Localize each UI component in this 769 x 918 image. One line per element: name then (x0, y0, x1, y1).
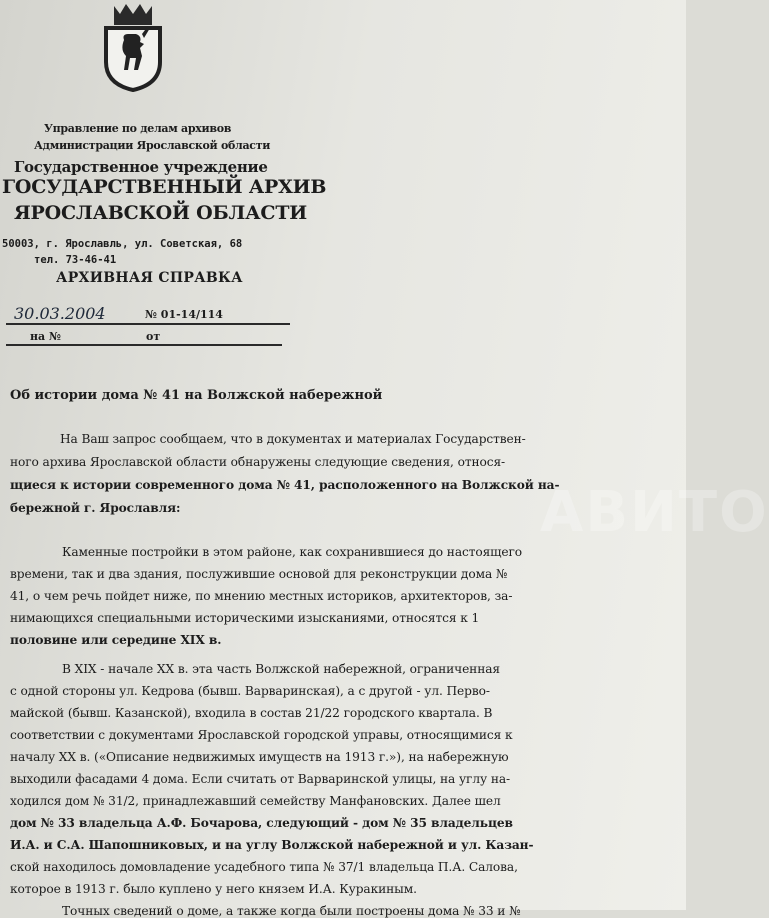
text-line: ного архива Ярославской области обнаружены следующие сведения, относя- (10, 455, 506, 469)
text-line: с одной стороны ул. Кедрова (бывш. Варваринская), а с другой - ул. Перво- (10, 684, 490, 698)
text-line: которое в 1913 г. было куплено у него князем И.А. Куракиным. (10, 882, 417, 896)
divider (6, 323, 290, 325)
address: 50003, г. Ярославль, ул. Советская, 68 (2, 238, 243, 250)
text-line: В XIX - начале XX в. эта часть Волжской набережной, ограниченная (62, 662, 500, 676)
text-line: соответствии с документами Ярославской городской управы, относящимися к (10, 728, 513, 742)
registration-number: № 01-14/114 (145, 308, 223, 321)
text-line: Точных сведений о доме, а также когда были построены дома № 33 и № (62, 904, 521, 918)
text-line: нимающихся специальными историческими изысканиями, относятся к 1 (10, 611, 480, 625)
divider (6, 344, 282, 346)
header-line-3: Государственное учреждение (14, 158, 268, 176)
text-line: половине или середине XIX в. (10, 633, 222, 647)
na-label: на № (30, 330, 61, 343)
header-archive-title: ГОСУДАРСТВЕННЫЙ АРХИВ (2, 176, 327, 198)
text-line: Каменные постройки в этом районе, как сохранившиеся до настоящего (62, 545, 523, 559)
text-line: ходился дом № 31/2, принадлежавший семейству Манфановских. Далее шел (10, 794, 501, 808)
text-line: началу XX в. («Описание недвижимых имуществ на 1913 г.»), на набережную (10, 750, 509, 764)
header-line-2: Администрации Ярославской области (34, 139, 271, 152)
text-line: дом № 33 владельца А.Ф. Бочарова, следующий - дом № 35 владельцев (10, 816, 513, 830)
ot-label: от (146, 330, 161, 343)
document-type: АРХИВНАЯ СПРАВКА (56, 270, 243, 286)
text-line: ской находилось домовладение усадебного типа № 37/1 владельца П.А. Салова, (10, 860, 518, 874)
subject-heading: Об истории дома № 41 на Волжской набережной (10, 388, 383, 403)
text-line: щиеся к истории современного дома № 41, расположенного на Волжской на- (10, 478, 560, 492)
text-line: 41, о чем речь пойдет ниже, по мнению местных историков, архитекторов, за- (10, 589, 513, 603)
text-line: И.А. и С.А. Шапошниковых, и на углу Волжской набережной и ул. Казан- (10, 838, 534, 852)
header-region-title: ЯРОСЛАВСКОЙ ОБЛАСТИ (14, 202, 308, 224)
phone: тел. 73-46-41 (34, 254, 117, 266)
text-line: На Ваш запрос сообщаем, что в документах и материалах Государствен- (60, 432, 526, 446)
bear-coat-of-arms-icon (100, 0, 166, 92)
watermark: АВИТО (540, 480, 769, 545)
registration-date: 30.03.2004 (14, 304, 106, 323)
header-line-1: Управление по делам архивов (44, 122, 232, 135)
text-line: выходили фасадами 4 дома. Если считать от Варваринской улицы, на углу на- (10, 772, 511, 786)
text-line: майской (бывш. Казанской), входила в состав 21/22 городского квартала. В (10, 706, 493, 720)
text-line: бережной г. Ярославля: (10, 501, 181, 515)
text-line: времени, так и два здания, послужившие основой для реконструкции дома № (10, 567, 508, 581)
